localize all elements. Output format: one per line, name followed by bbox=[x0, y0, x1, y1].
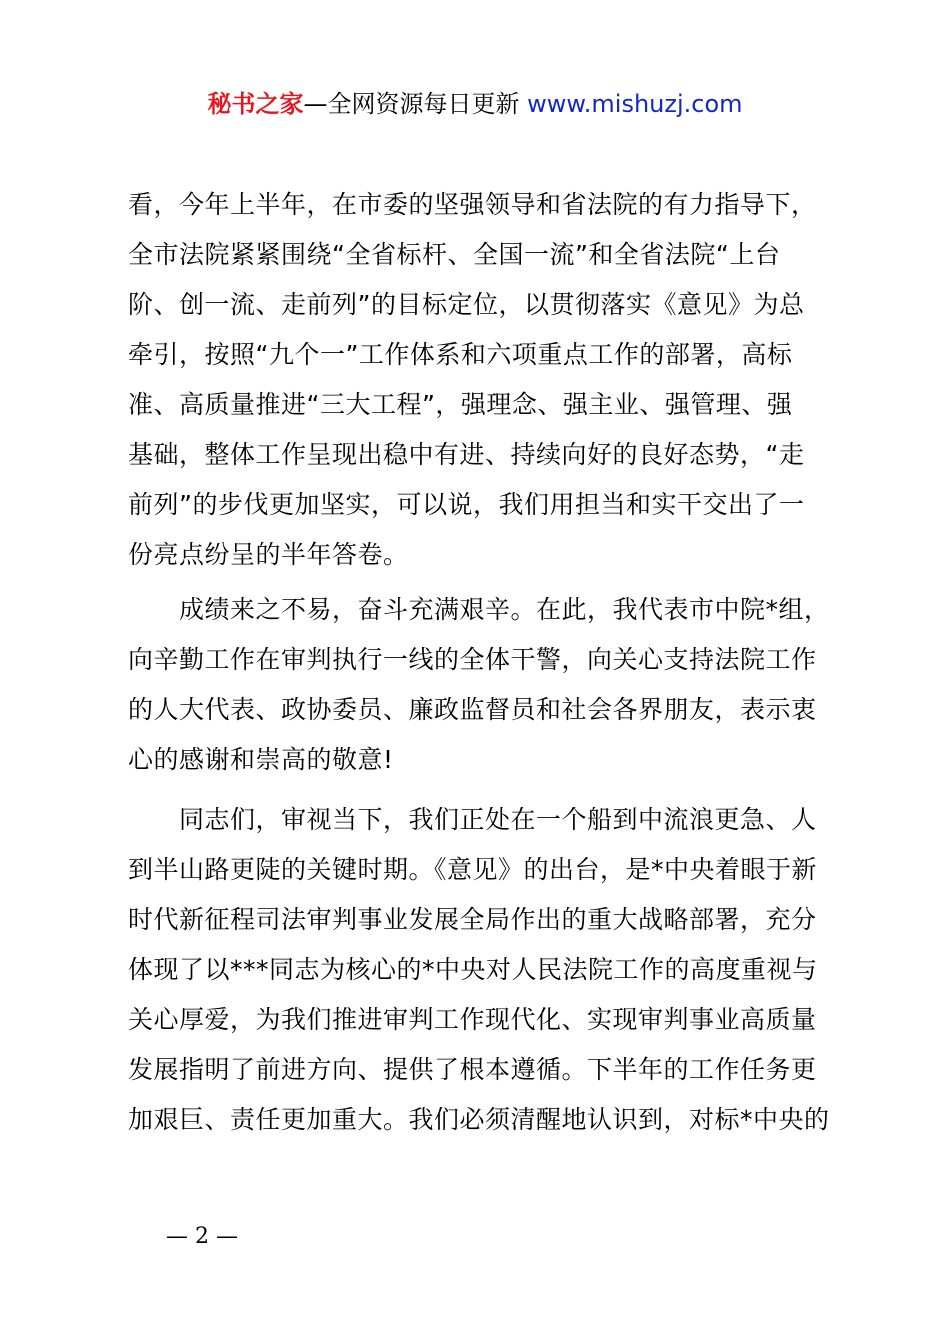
text-line: 阶、创一流、走前列”的目标定位，以贯彻落实《意见》为总 bbox=[128, 290, 805, 319]
text-line: 全市法院紧紧围绕“全省标杆、全国一流”和全省法院“上台 bbox=[128, 240, 781, 269]
paragraph-1 bbox=[128, 180, 832, 580]
text-line: 心的感谢和崇高的敬意! bbox=[128, 745, 394, 774]
text-line: 基础，整体工作呈现出稳中有进、持续向好的良好态势，“走 bbox=[128, 440, 805, 469]
text-line: 时代新征程司法审判事业发展全局作出的重大战略部署，充分 bbox=[128, 905, 817, 934]
text-line: 到半山路更陡的关键时期。《意见》的出台，是*中央着眼于新 bbox=[128, 855, 818, 884]
text-line: 关心厚爱，为我们推进审判工作现代化、实现审判事业高质量 bbox=[128, 1005, 817, 1034]
paragraph-2 bbox=[128, 585, 832, 785]
text-line: 向辛勤工作在审判执行一线的全体干警，向关心支持法院工作 bbox=[128, 645, 817, 674]
header-url-link[interactable]: www.mishuzj.com bbox=[527, 90, 743, 118]
text-line: 份亮点纷呈的半年答卷。 bbox=[128, 540, 409, 569]
text-line: 前列”的步伐更加坚实，可以说，我们用担当和实干交出了一 bbox=[128, 490, 805, 519]
text-line: 成绩来之不易，奋斗充满艰辛。在此，我代表市中院*组， bbox=[128, 595, 830, 624]
header-slogan: —全网资源每日更新 bbox=[303, 90, 528, 118]
page-header bbox=[0, 86, 950, 122]
text-line: 同志们，审视当下，我们正处在一个船到中流浪更急、人 bbox=[128, 805, 817, 834]
page-number: — 2 — bbox=[166, 1224, 238, 1249]
text-line: 发展指明了前进方向、提供了根本遵循。下半年的工作任务更 bbox=[128, 1055, 817, 1084]
paragraph-3 bbox=[128, 795, 832, 1145]
text-line: 体现了以***同志为核心的*中央对人民法院工作的高度重视与 bbox=[128, 955, 818, 984]
text-line: 加艰巨、责任更加重大。我们必须清醒地认识到，对标*中央的 bbox=[128, 1105, 830, 1134]
header-brand: 秘书之家 bbox=[207, 90, 304, 118]
text-line: 牵引，按照“九个一”工作体系和六项重点工作的部署，高标 bbox=[128, 340, 793, 369]
text-line: 看，今年上半年，在市委的坚强领导和省法院的有力指导下， bbox=[128, 190, 817, 219]
text-line: 的人大代表、政协委员、廉政监督员和社会各界朋友，表示衷 bbox=[128, 695, 817, 724]
document-body bbox=[128, 180, 832, 1145]
text-line: 准、高质量推进“三大工程”，强理念、强主业、强管理、强 bbox=[128, 390, 793, 419]
